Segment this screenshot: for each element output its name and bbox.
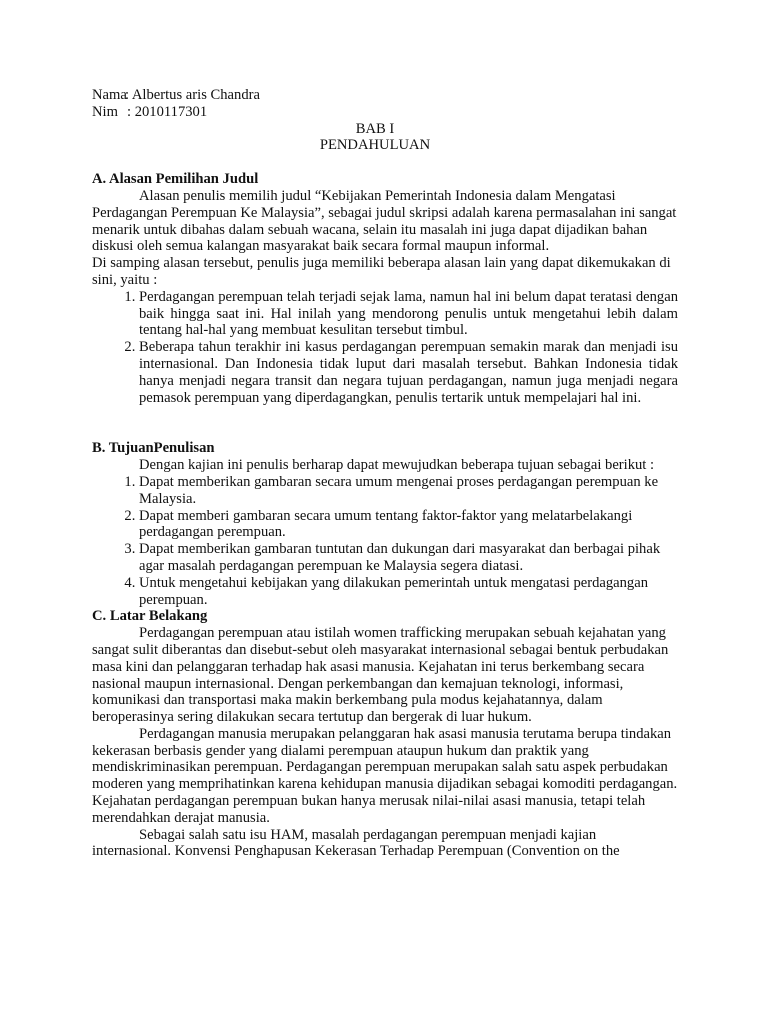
list-item: 1. Dapat memberikan gambaran secara umum mengenai proses perdagangan perempuan ke Malaysia. [139,474,678,508]
list-item: 4. Untuk mengetahui kebijakan yang dilakukan pemerintah untuk mengatasi perdagangan perempuan. [139,575,678,609]
section-c-paragraph-3: Sebagai salah satu isu HAM, masalah perdagangan perempuan menjadi kajian internasional. Konvensi Penghapusan Kekerasan Terhadap Perempuan (Convention on the [92,826,620,860]
list-item: 3. Dapat memberikan gambaran tuntutan dan dukungan dari masyarakat dan berbagai pihak agar masalah perdagangan perempuan ke Malaysia segera diatasi. [139,541,678,575]
nim-line [92,104,678,121]
section-c-paragraph-1: Perdagangan perempuan atau istilah women trafficking merupakan sebuah kejahatan yang sangat sulit diberantas dan disebut-sebut oleh masyarakat internasional sebagai bentuk perbudakan masa kini dan pelanggaran terhadap hak asasi manusia. Kejahatan ini terus berkembang secara nasional maupun internasional. Dengan perkembangan dan kemajuan teknologi, informasi, komunikasi dan transportasi maka makin berkembang pula modus kejahatannya, dalam beroperasinya sering dilakukan secara tertutup dan bergerak di luar hukum. [92,625,669,726]
section-a-list [92,289,678,407]
chapter-number: BAB I [355,120,395,137]
chapter-title: PENDAHULUAN [319,137,431,154]
nim-value: : 2010117301 [127,103,208,120]
section-b-heading: B. TujuanPenulisan [92,440,215,457]
nim-label: Nim [92,103,118,120]
list-item: 2. Beberapa tahun terakhir ini kasus perdagangan perempuan semakin marak dan menjadi isu internasional. Dan Indonesia tidak luput dari masalah tersebut. Bahkan Indonesia tidak hanya menjadi negara transit dan negara tujuan perdagangan, namun juga menjadi negara pemasok perempuan yang diperdagangkan, penulis tertarik untuk mempelajari hal ini. [139,339,678,406]
section-b-list [92,474,678,608]
section-b-paragraph-1: Dengan kajian ini penulis berharap dapat mewujudkan beberapa tujuan sebagai berikut : [139,457,655,474]
name-line [92,87,678,104]
list-item: 2. Dapat memberi gambaran secara umum tentang faktor-faktor yang melatarbelakangi perdagangan perempuan. [139,508,678,542]
section-a-paragraph-1: Alasan penulis memilih judul “Kebijakan Pemerintah Indonesia dalam Mengatasi Perdagangan Perempuan Ke Malaysia”, sebagai judul skripsi adalah karena permasalahan ini sangat menarik untuk dibahas dalam sebuah wacana, selain itu masalah ini juga dapat dijadikan bahan diskusi oleh semua kalangan masyarakat baik secara formal maupun informal. [92,187,677,255]
section-c-heading: C. Latar Belakang [92,608,208,625]
document-page [92,87,678,860]
section-c-paragraph-2: Perdagangan manusia merupakan pelanggaran hak asasi manusia terutama berupa tindakan kekerasan berbasis gender yang dialami perempuan ataupun hukum dan praktik yang mendiskriminasikan perempuan. Perdagangan perempuan merupakan salah satu aspek perbudakan moderen yang memprihatinkan karena kehidupan manusia dijadikan sebagai komoditi perdagangan. Kejahatan perdagangan perempuan bukan hanya merusak nilai-nilai asasi manusia, tetapi telah merendahkan derajat manusia. [92,725,678,826]
list-item: 1. Perdagangan perempuan telah terjadi sejak lama, namun hal ini belum dapat teratasi dengan baik hingga saat ini. Hal inilah yang mendorong penulis untuk mengetahui lebih dalam tentang hal-hal yang membuat kesulitan tersebut timbul. [139,289,678,339]
section-a-heading: A. Alasan Pemilihan Judul [92,171,259,188]
name-label: Nama [92,87,127,103]
section-a-paragraph-2: Di samping alasan tersebut, penulis juga memiliki beberapa alasan lain yang dapat dikemukakan di sini, yaitu : [92,255,671,288]
name-value: : Albertus aris Chandra [125,87,260,103]
